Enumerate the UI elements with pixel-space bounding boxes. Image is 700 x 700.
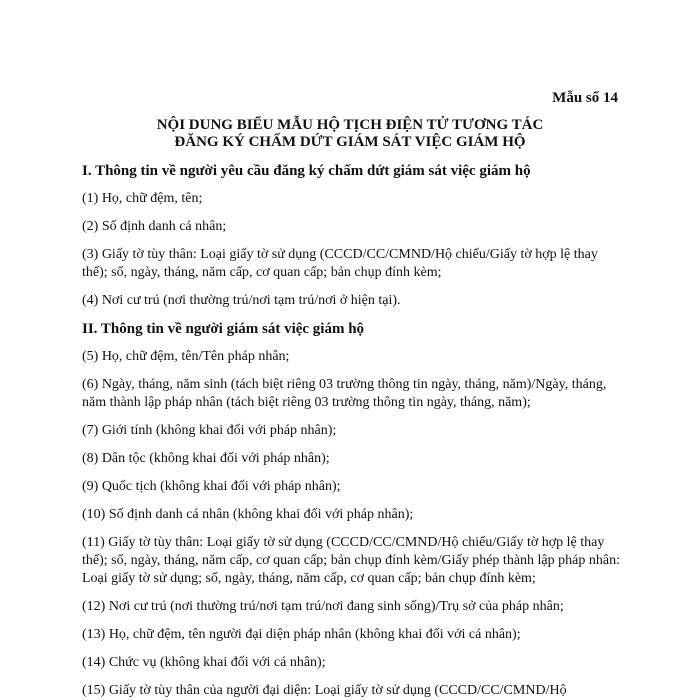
item-7: (7) Giới tính (không khai đối với pháp nhân); [82,423,337,438]
item-10: (10) Số định danh cá nhân (không khai đối với pháp nhân); [82,507,414,522]
item-9: (9) Quốc tịch (không khai đối với pháp nhân); [82,479,341,494]
item-5: (5) Họ, chữ đệm, tên/Tên pháp nhân; [82,349,290,364]
item-2: (2) Số định danh cá nhân; [82,219,227,234]
item-14: (14) Chức vụ (không khai đối với cá nhân); [82,655,326,670]
title-line-2: ĐĂNG KÝ CHẤM DỨT GIÁM SÁT VIỆC GIÁM HỘ [174,134,526,150]
document-body [82,162,622,700]
title-line-1: NỘI DUNG BIỂU MẪU HỘ TỊCH ĐIỆN TỬ TƯƠNG TÁC [156,117,544,133]
form-number: Mẫu số 14 [552,90,618,106]
document-title [0,117,700,151]
item-11: (11) Giấy tờ tùy thân: Loại giấy tờ sử dụng (CCCD/CC/CMND/Hộ chiếu/Giấy tờ hợp lệ thay thế); số, ngày, tháng, năm cấp, cơ quan cấp; bản chụp đính kèm/Giấy phép thành lập pháp nhân: Loại giấy tờ sử dụng; số, ngày, tháng, năm cấp, cơ quan cấp; bản chụp đính kèm; [82,535,620,586]
item-6: (6) Ngày, tháng, năm sinh (tách biệt riêng 03 trường thông tin ngày, tháng, năm)/Ngày, tháng, năm thành lập pháp nhân (tách biệt riêng 03 trường thông tin ngày, tháng, năm); [82,377,607,410]
item-3: (3) Giấy tờ tùy thân: Loại giấy tờ sử dụng (CCCD/CC/CMND/Hộ chiếu/Giấy tờ hợp lệ thay thế); số, ngày, tháng, năm cấp, cơ quan cấp; bản chụp đính kèm; [82,247,598,280]
item-8: (8) Dân tộc (không khai đối với pháp nhân); [82,451,330,466]
item-12: (12) Nơi cư trú (nơi thường trú/nơi tạm trú/nơi đang sinh sống)/Trụ sở của pháp nhân; [82,599,564,614]
section-1-heading: I. Thông tin về người yêu cầu đăng ký chấm dứt giám sát việc giám hộ [82,163,531,179]
item-15: (15) Giấy tờ tùy thân của người đại diện: Loại giấy tờ sử dụng (CCCD/CC/CMND/Hộ [82,683,567,698]
item-4: (4) Nơi cư trú (nơi thường trú/nơi tạm trú/nơi ở hiện tại). [82,293,401,308]
item-13: (13) Họ, chữ đệm, tên người đại diện pháp nhân (không khai đối với cá nhân); [82,627,521,642]
item-1: (1) Họ, chữ đệm, tên; [82,191,203,206]
section-2-heading: II. Thông tin về người giám sát việc giám hộ [82,321,365,337]
